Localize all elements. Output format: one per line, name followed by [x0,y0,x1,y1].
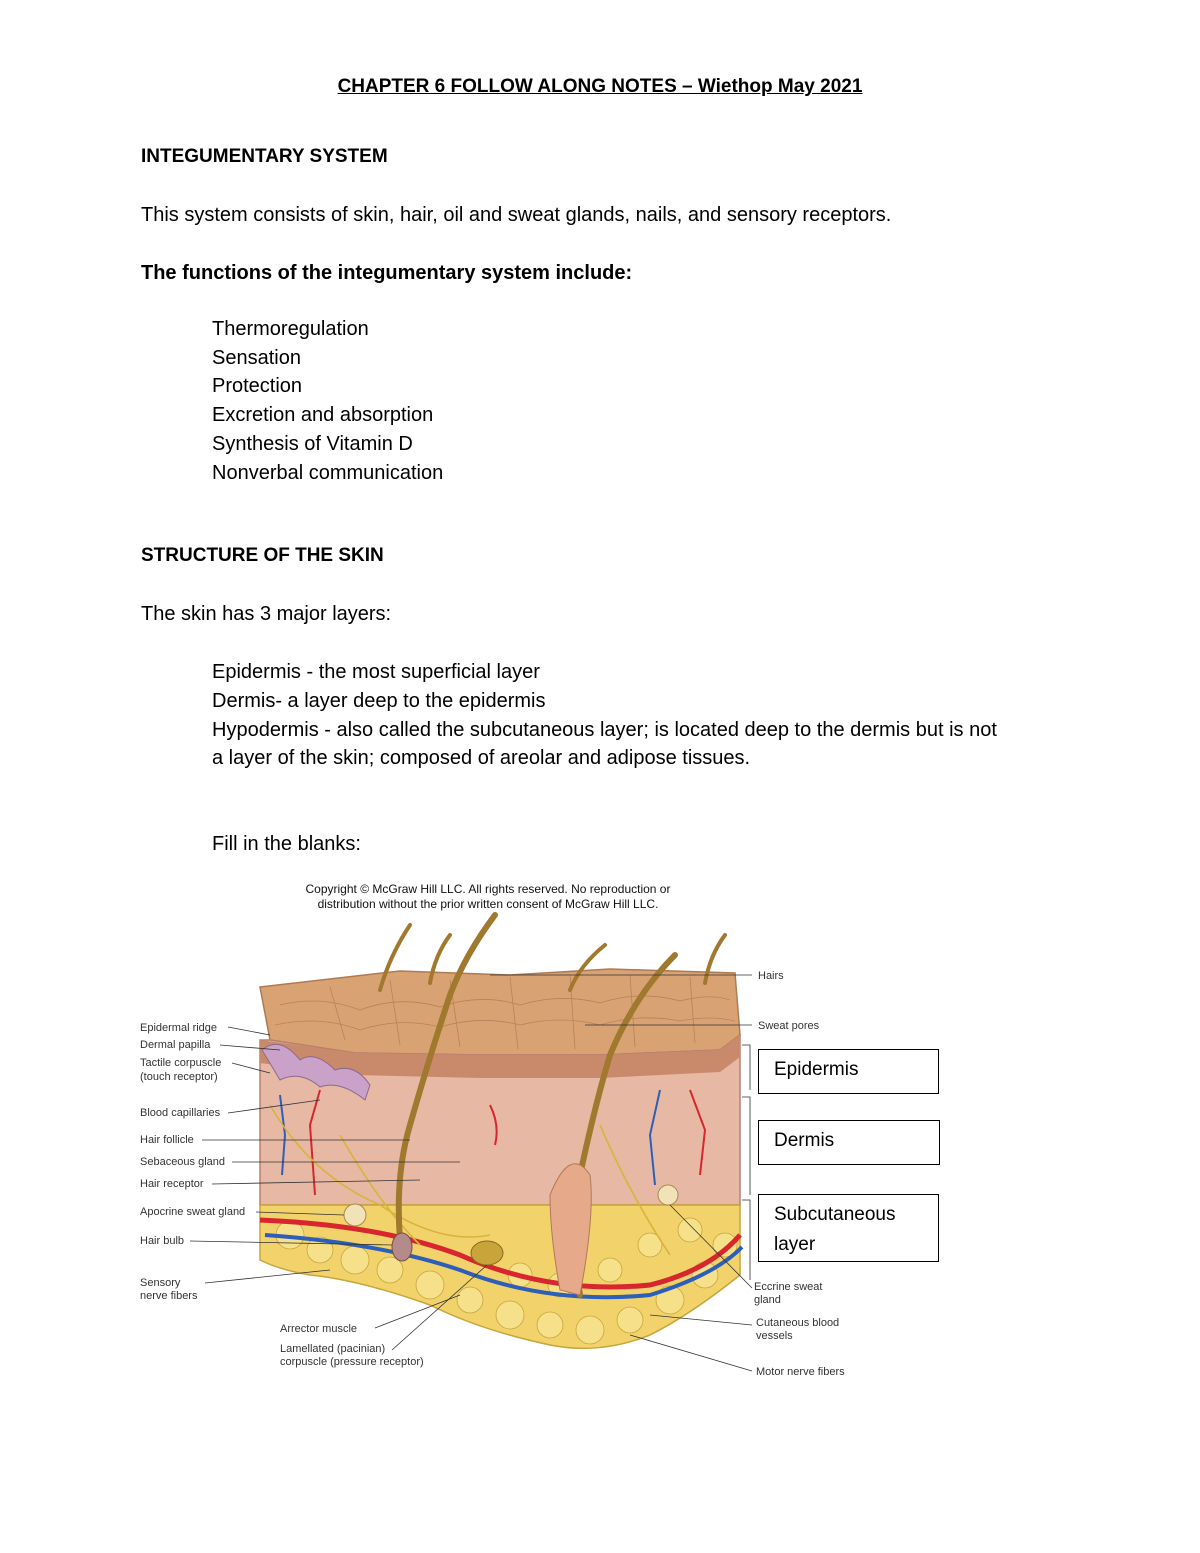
copyright-line-1: Copyright © McGraw Hill LLC. All rights reserved. No reproduction or [305,882,671,896]
label-sebaceous-gland: Sebaceous gland [140,1156,226,1168]
function-item: Synthesis of Vitamin D [212,433,413,455]
label-arrector-muscle: Arrector muscle [280,1323,358,1335]
eccrine-sweat-gland [658,1185,678,1205]
label-hair-follicle: Hair follicle [140,1134,194,1146]
layer-item: a layer of the skin; composed of areolar and adipose tissues. [212,747,751,769]
section-heading-integumentary: INTEGUMENTARY SYSTEM [141,146,388,167]
label-dermal-papilla: Dermal papilla [140,1039,211,1051]
function-item: Thermoregulation [212,318,369,340]
label-lamellated: Lamellated (pacinian) [280,1343,386,1355]
answer-dermis: Dermis [774,1130,835,1151]
page-title: CHAPTER 6 FOLLOW ALONG NOTES – Wiethop May 2021 [337,76,863,97]
apocrine-sweat-gland [344,1204,366,1226]
label-nerve-fibers: nerve fibers [140,1290,198,1302]
label-hair-receptor: Hair receptor [140,1178,204,1190]
right-labels [754,970,845,1378]
label-pressure-receptor: corpuscle (pressure receptor) [280,1356,424,1368]
label-vessels: vessels [756,1330,793,1342]
layer-item: Dermis- a layer deep to the epidermis [212,690,546,712]
label-touch-receptor: (touch receptor) [140,1071,218,1083]
layer-item: Hypodermis - also called the subcutaneous layer; is located deep to the dermis but is not [212,719,997,741]
answer-box-subcutaneous [758,1194,939,1262]
answer-box-epidermis [758,1049,939,1094]
functions-heading: The functions of the integumentary system include: [141,262,633,284]
answer-box-dermis [758,1120,940,1165]
label-cutaneous-blood: Cutaneous blood [756,1317,840,1329]
label-epidermal-ridge: Epidermal ridge [140,1022,218,1034]
label-hairs: Hairs [758,970,784,982]
copyright-line-2: distribution without the prior written consent of McGraw Hill LLC. [317,897,659,911]
answer-epidermis: Epidermis [774,1059,859,1080]
label-sweat-pores: Sweat pores [758,1020,820,1032]
function-item: Protection [212,375,303,397]
label-sensory: Sensory [140,1277,181,1289]
layer-item: Epidermis - the most superficial layer [212,661,540,683]
bottom-labels [280,1323,424,1368]
left-labels [140,1022,245,1302]
layers-intro: The skin has 3 major layers: [141,603,392,625]
label-tactile-corpuscle: Tactile corpuscle [140,1057,222,1069]
skin-diagram [130,875,860,1405]
epidermis-surface [260,969,740,1055]
section-heading-structure: STRUCTURE OF THE SKIN [141,545,384,566]
label-eccrine-sweat: Eccrine sweat [754,1281,823,1293]
function-item: Excretion and absorption [212,404,434,426]
answer-layer: layer [774,1234,816,1255]
lamellated-corpuscle [471,1241,503,1265]
label-motor-nerve-fibers: Motor nerve fibers [756,1366,845,1378]
intro-paragraph: This system consists of skin, hair, oil and sweat glands, nails, and sensory receptors. [141,204,892,226]
label-hair-bulb: Hair bulb [140,1235,185,1247]
fill-in-prompt: Fill in the blanks: [212,833,361,855]
hair-bulb [392,1233,412,1261]
function-item: Sensation [212,347,301,369]
answer-subcutaneous: Subcutaneous [774,1204,896,1225]
label-apocrine-sweat-gland: Apocrine sweat gland [140,1206,246,1218]
function-item: Nonverbal communication [212,462,444,484]
label-blood-capillaries: Blood capillaries [140,1107,221,1119]
label-gland: gland [754,1294,781,1306]
